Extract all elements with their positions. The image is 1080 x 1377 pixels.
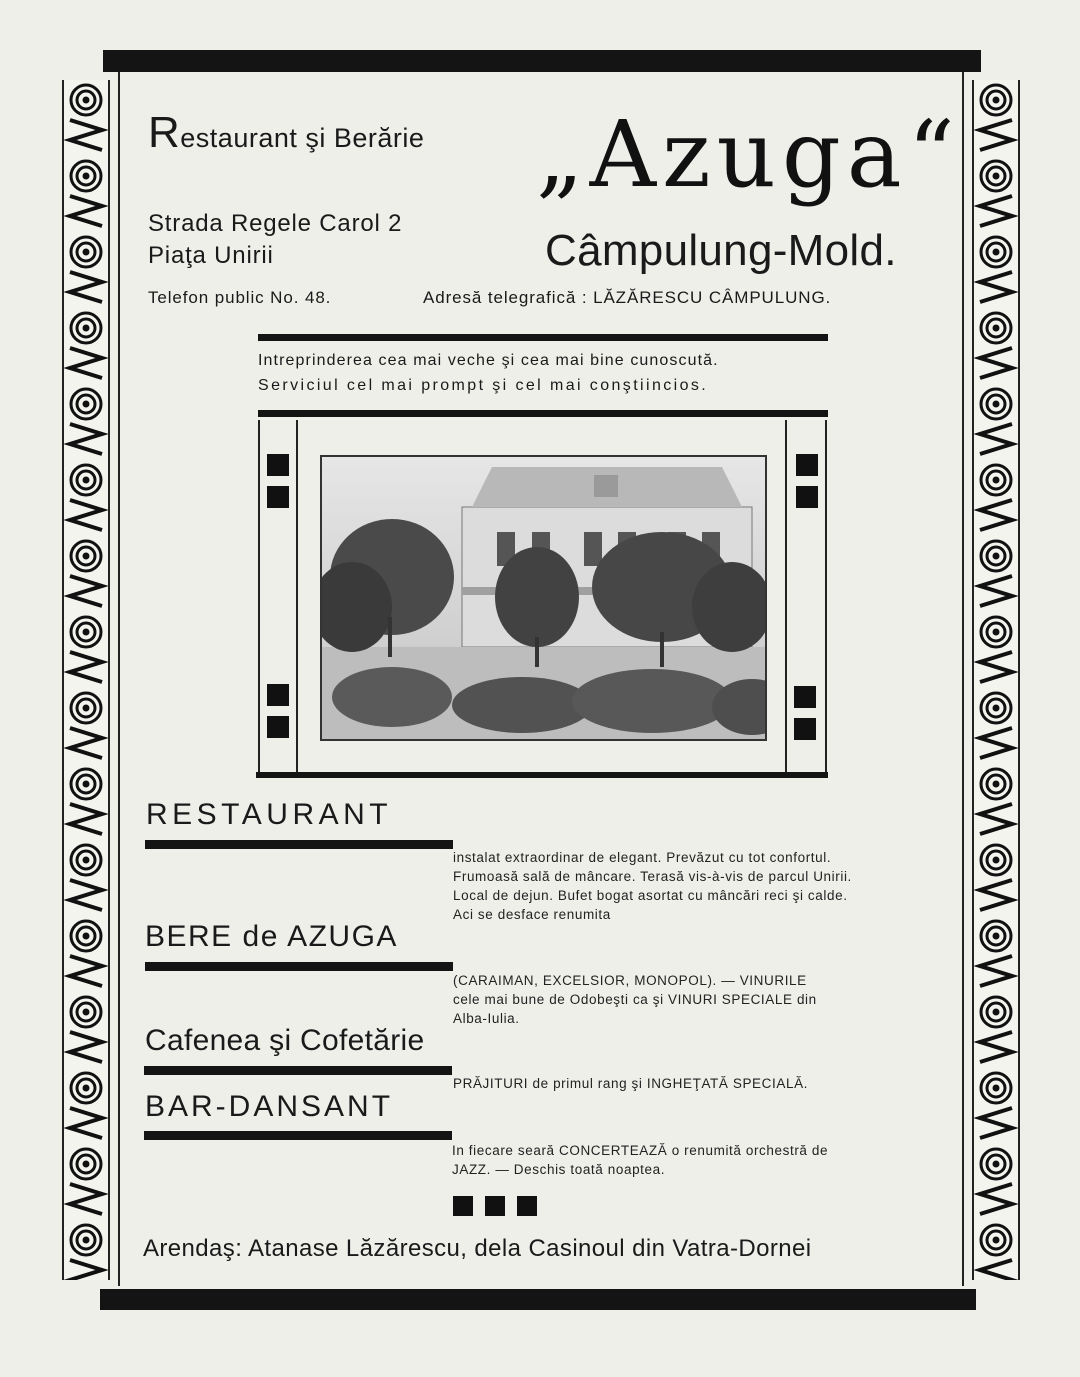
decor-square [267, 716, 289, 738]
address-street: Strada Regele Carol 2 [148, 210, 403, 237]
business-name [148, 108, 424, 158]
photo-frame-right-line [785, 420, 787, 772]
decor-square [267, 454, 289, 476]
decor-square [267, 486, 289, 508]
photo-frame-bottom-rule [256, 772, 828, 778]
decor-square [796, 454, 818, 476]
section-title-beer: BERE de AZUGA [145, 920, 398, 953]
tagline-rule-top [258, 334, 828, 341]
photo-frame-right-line-2 [825, 420, 827, 772]
separator-square [453, 1196, 473, 1216]
photo-frame-left-line-2 [296, 420, 298, 772]
section-rule [144, 1131, 452, 1140]
decor-square [794, 686, 816, 708]
ornamental-border-right [972, 80, 1020, 1280]
frame-line-right [962, 72, 964, 1286]
lessee-info: Arendaş: Atanase Lăzărescu, dela Casinoul din Vatra-Dornei [143, 1235, 812, 1262]
section-rule [145, 840, 453, 849]
ornamental-border-left [62, 80, 110, 1280]
frame-line-left [118, 72, 120, 1286]
section-title-cafe: Cafenea şi Cofetărie [145, 1024, 425, 1057]
section-description-beer: (CARAIMAN, EXCELSIOR, MONOPOL). — VINURILE cele mai bune de Odobeşti ca şi VINURI SPECIALE din Alba-Iulia. [453, 973, 817, 1026]
address-square: Piaţa Unirii [148, 242, 274, 269]
tagline-line-2: Serviciul cel mai prompt şi cel mai conştiincios. [258, 377, 709, 394]
decor-square [794, 718, 816, 740]
business-name-rest: estaurant şi Berărie [180, 123, 425, 153]
section-title-restaurant: RESTAURANT [146, 798, 393, 831]
decor-square [796, 486, 818, 508]
telegraph-info: Adresă telegrafică : LĂZĂRESCU CÂMPULUNG. [423, 288, 832, 307]
city-name: Câmpulung-Mold. [545, 226, 897, 275]
section-rule [145, 962, 453, 971]
phone-info: Telefon public No. 48. [148, 288, 332, 307]
decor-square [267, 684, 289, 706]
tagline-rule-bottom [258, 410, 828, 417]
top-border-bar [103, 50, 981, 72]
section-rule [144, 1066, 452, 1075]
section-description-restaurant: instalat extraordinar de elegant. Prevăzut cu tot confortul. Frumoasă sală de mâncare. Terasă vis-à-vis de parcul Unirii. Local de dejun. Bufet bogat asortat cu mâncări reci şi calde. Aci se desface renumita [453, 850, 852, 922]
tagline-line-1: Intreprinderea cea mai veche şi cea mai bine cunoscută. [258, 352, 719, 369]
restaurant-building-photo [320, 455, 767, 741]
section-description-bar: In fiecare seară CONCERTEAZĂ o renumită orchestră de JAZZ. — Deschis toată noaptea. [452, 1143, 829, 1177]
section-description-cafe: PRĂJITURI de primul rang şi INGHEŢATĂ SPECIALĂ. [453, 1076, 809, 1091]
business-name-initial: R [148, 108, 181, 157]
separator-square [485, 1196, 505, 1216]
bottom-border-bar [100, 1289, 976, 1310]
section-title-bar: BAR-DANSANT [145, 1090, 394, 1123]
separator-square [517, 1196, 537, 1216]
photo-frame-left-line [258, 420, 260, 772]
brand-name: „Azuga“ [536, 101, 961, 208]
